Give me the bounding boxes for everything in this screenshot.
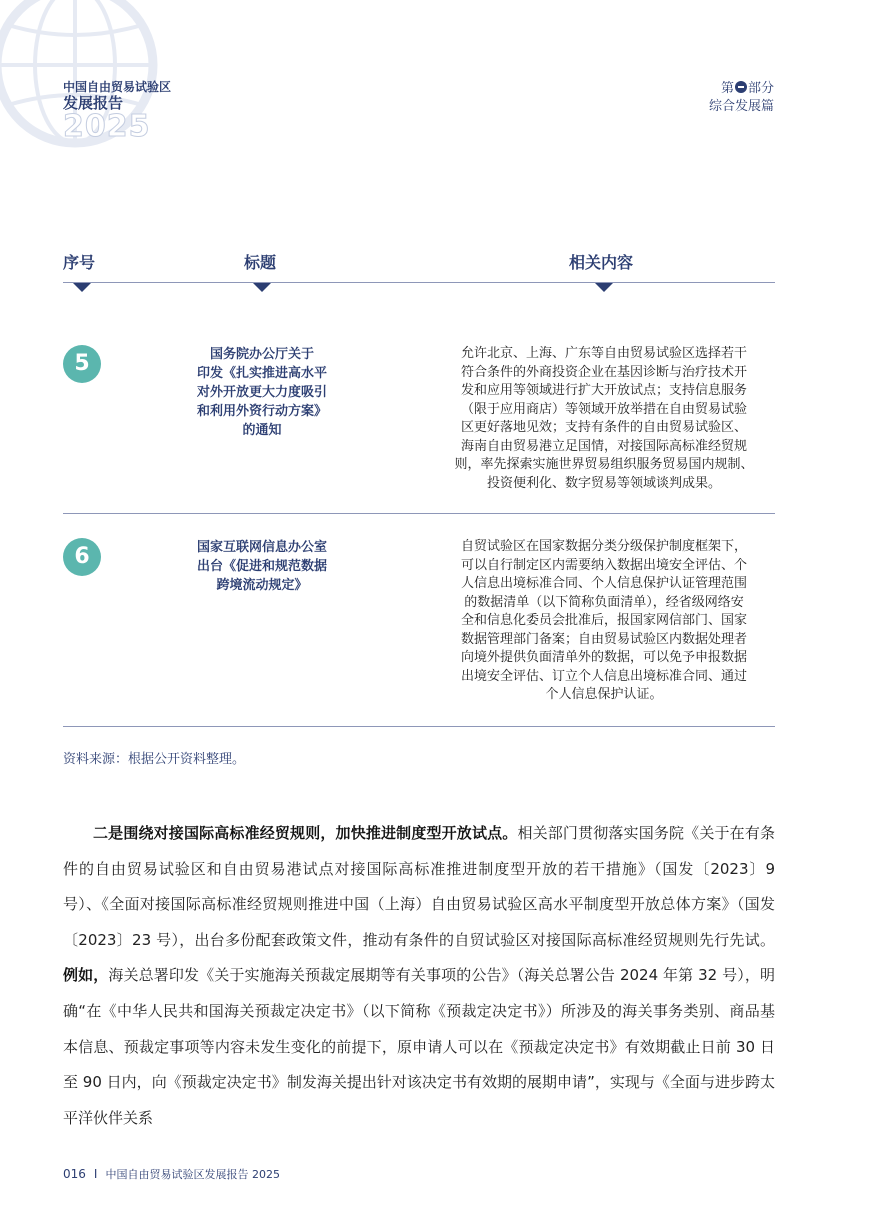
content-line: 则，率先探索实施世界贸易组织服务贸易国内规制、 (454, 457, 754, 472)
row-title (172, 345, 352, 440)
row-divider (63, 513, 775, 514)
title-line: 跨境流动规定》 (216, 578, 308, 593)
footer-title: 中国自由贸易试验区发展报告 2025 (105, 1168, 280, 1181)
header-arrow-icon (73, 283, 91, 292)
page-footer (63, 1166, 280, 1182)
column-header-content: 相关内容 (569, 253, 634, 272)
title-line: 对外开放更大力度吸引 (196, 385, 327, 400)
part-suffix: 部分 (747, 81, 774, 96)
body-paragraph (63, 816, 775, 1136)
content-line: 个人信息保护认证。 (545, 687, 663, 702)
column-header-title: 标题 (244, 253, 277, 272)
part-title: 综合发展篇 (708, 99, 774, 114)
brand-line-2: 发展报告 (63, 94, 124, 112)
bold-lead: 二是围绕对接国际高标准经贸规则，加快推进制度型开放试点。 (93, 824, 518, 842)
footer-separator: I (93, 1167, 98, 1181)
table-bottom-divider (63, 726, 775, 727)
content-line: 向境外提供负面清单外的数据，可以免予申报数据 (460, 650, 747, 665)
part-label (709, 80, 774, 116)
row-content (433, 538, 775, 705)
table-header-divider (63, 282, 775, 283)
title-line: 出台《促进和规范数据 (196, 559, 327, 574)
part-number-icon (735, 81, 747, 93)
title-line: 和利用外资行动方案》 (196, 404, 327, 419)
title-line: 国务院办公厅关于 (209, 347, 314, 362)
body-text-1: 相关部门贯彻落实国务院《关于在有条件的自由贸易试验区和自由贸易港试点对接国际高标准推进制度型开放的若干措施》（国发〔2023〕9 号）、《全面对接国际高标准经贸规则推进中国（上海）自由贸易试验区高水平制度型开放总体方案》（国发〔2023〕23 号），出台多份配套政策文件，推动有条件的自贸试验区对接国际高标准经贸规则先行先试。 (63, 824, 775, 949)
content-line: 全和信息化委员会批准后，报国家网信部门、国家 (460, 613, 747, 628)
column-header-number: 序号 (63, 253, 96, 272)
report-brand (63, 80, 171, 142)
header-arrow-icon (595, 283, 613, 292)
part-prefix: 第 (720, 81, 734, 96)
source-note: 资料来源：根据公开资料整理。 (63, 752, 246, 767)
content-line: 允许北京、上海、广东等自由贸易试验区选择若干 (460, 346, 747, 361)
content-line: 出境安全评估、订立个人信息出境标准合同、通过 (460, 668, 747, 684)
brand-year: 2025 (63, 109, 151, 144)
content-line: （限于应用商店）等领域开放举措在自由贸易试验 (460, 401, 747, 417)
title-line: 的通知 (242, 423, 282, 438)
content-line: 符合条件的外商投资企业在基因诊断与治疗技术开 (460, 364, 747, 380)
header-arrow-icon (253, 283, 271, 292)
title-line: 印发《扎实推进高水平 (196, 366, 327, 381)
bold-example: 例如， (63, 966, 109, 985)
body-text-2: 海关总署印发《关于实施海关预裁定展期等有关事项的公告》（海关总署公告 2024 年第 32 号），明确“在《中华人民共和国海关预裁定决定书》（以下简称《预裁定决定书》）所涉及的海关事务类别、商品基本信息、预裁定事项等内容未发生变化的前提下，原申请人可以在《预裁定决定书》有效期截止日前 30 日至 90 日内，向《预裁定决定书》制发海关提出针对该决定书有效期的展期申请”，实现与《全面与进步跨太平洋伙伴关系 (63, 966, 775, 1127)
content-line: 海南自由贸易港立足国情，对接国际高标准经贸规 (460, 438, 747, 454)
content-line: 的数据清单（以下简称负面清单），经省级网络安 (464, 594, 744, 610)
row-number-badge: 5 (63, 345, 101, 383)
title-line: 国家互联网信息办公室 (196, 540, 327, 555)
brand-line-1: 中国自由贸易试验区 (63, 80, 172, 94)
row-content (433, 345, 775, 493)
content-line: 发和应用等领域进行扩大开放试点；支持信息服务 (460, 383, 747, 398)
content-line: 人信息出境标准合同、个人信息保护认证管理范围 (460, 576, 747, 591)
content-line: 自贸试验区在国家数据分类分级保护制度框架下， (460, 539, 747, 554)
content-line: 区更好落地见效；支持有条件的自由贸易试验区、 (460, 420, 747, 435)
content-line: 数据管理部门备案；自由贸易试验区内数据处理者 (460, 631, 747, 647)
row-title (172, 538, 352, 595)
page-number: 016 (63, 1167, 86, 1181)
content-line: 可以自行制定区内需要纳入数据出境安全评估、个 (460, 557, 747, 573)
row-number-badge: 6 (63, 538, 101, 576)
content-line: 投资便利化、数字贸易等领域谈判成果。 (486, 475, 721, 491)
